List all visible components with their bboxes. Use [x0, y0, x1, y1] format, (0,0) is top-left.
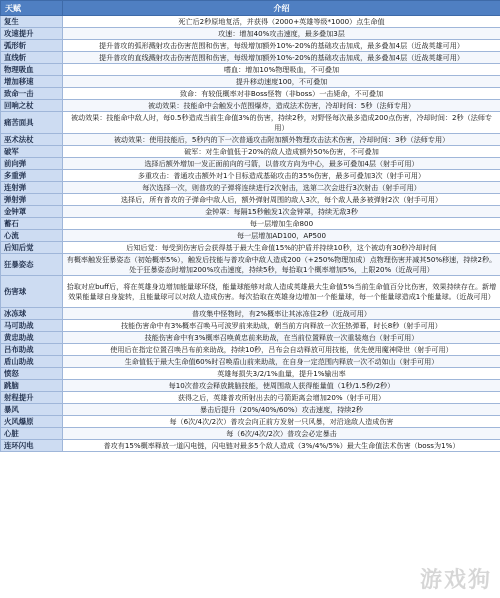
watermark: 游戏狗: [419, 568, 492, 593]
table-row: [1, 88, 500, 100]
talent-description: 后知后觉：每受到伤害后会获得基于最大生命值15%的护盾并持续10秒，这个被动有30秒冷却时间: [63, 242, 500, 254]
talent-description: 使用后在指定位置召唤吕布前来助战，持续10秒，吕布会自动释放可用技能，优先使用魔神降世（射手可用）: [63, 344, 500, 356]
talent-name: 复生: [1, 16, 63, 28]
table-row: [1, 428, 500, 440]
talent-description: 提升普攻的直线溅射攻击伤害范围和伤害，每级增加额外10%-20%的基础攻击加成，最多叠加4层（近战英雄可用）: [63, 52, 500, 64]
table-row: [1, 344, 500, 356]
table-row: [1, 76, 500, 88]
talent-name: 弹射弹: [1, 194, 63, 206]
talent-description: 提升移动速度100，不可叠加: [63, 76, 500, 88]
talent-rows: [1, 16, 500, 452]
talent-description: 金钟罩：每隔15秒触发1次金钟罩，持续无敌3秒: [63, 206, 500, 218]
talent-description: 死亡后2秒原地复活，并获得（2000+英雄等级*1000）点生命值: [63, 16, 500, 28]
talent-name: 盾山助战: [1, 356, 63, 368]
table-row: [1, 416, 500, 428]
talent-description: 被动效果：技能命中敌人时，每0.5秒造成当前生命值3%的伤害，持续2秒，对野怪每次最多造成200点伤害，冷却时间：2秒（法师专用）: [63, 112, 500, 134]
table-row: [1, 242, 500, 254]
talent-name: 暴风: [1, 404, 63, 416]
talent-description: 每10次普攻会释放跳脑技能，使周围敌人获得能量值（1秒/1.5秒/2秒）: [63, 380, 500, 392]
talent-description: 嗜血：增加10%物理吸血，不可叠加: [63, 64, 500, 76]
table-row: [1, 206, 500, 218]
table-row: [1, 182, 500, 194]
table-row: [1, 112, 500, 134]
header-description: 介绍: [63, 1, 500, 16]
talent-name: 直线斩: [1, 52, 63, 64]
talent-description: 被动效果：使用技能后，5秒内的下一次普通攻击附加额外物理攻击法术伤害，冷却时间：3秒（法师专用）: [63, 134, 500, 146]
table-row: [1, 332, 500, 344]
table-row: [1, 368, 500, 380]
table-row: [1, 40, 500, 52]
talent-name: 蓄石: [1, 218, 63, 230]
talent-name: 增加移速: [1, 76, 63, 88]
talent-name: 愤怒: [1, 368, 63, 380]
table-row: [1, 230, 500, 242]
talent-description: 普攻有15%概率释放一道闪电链，闪电链对最多5个敌人造成（3%/4%/5%）最大生命值法术伤害（boss为1%）: [63, 440, 500, 452]
table-row: [1, 158, 500, 170]
talent-description: 破军：对生命值低于20%的敌人造成额外50%伤害，不可叠加: [63, 146, 500, 158]
talent-description: 每（6次/4次/2次）普攻会向正前方发射一只风暴，对沿途敌人造成伤害: [63, 416, 500, 428]
talent-name: 巫术法杖: [1, 134, 63, 146]
talent-description: 每次选择一次，则普攻的子弹将连续进行2次射击，选第二次会进行3次射击（射手可用）: [63, 182, 500, 194]
table-row: [1, 356, 500, 368]
talent-name: 破军: [1, 146, 63, 158]
talent-name: 弧形斩: [1, 40, 63, 52]
talent-description: 技能伤害命中有3%概率召唤马可波罗前来助战，朝当前方向释放一次狂热弹幕，时长8秒（射手可用）: [63, 320, 500, 332]
table-row: [1, 218, 500, 230]
table-row: [1, 100, 500, 112]
talent-description: 攻速：增加40%攻击速度，最多叠加3层: [63, 28, 500, 40]
talent-description: 每一层增加生命800: [63, 218, 500, 230]
talent-description: 多重攻击：普通攻击额外对1个目标造成基础攻击的35%伤害，最多可叠加3次（射手可用）: [63, 170, 500, 182]
talent-name: 前向弹: [1, 158, 63, 170]
talent-name: 黄忠助战: [1, 332, 63, 344]
talent-name: 火风爆原: [1, 416, 63, 428]
talent-name: 射程提升: [1, 392, 63, 404]
table-row: [1, 134, 500, 146]
talent-name: 物理吸血: [1, 64, 63, 76]
talent-name: 冰冻球: [1, 308, 63, 320]
talent-description: 选择后额外增加一发正面前向的弓箭，以普攻方向为中心，最多可叠加4层（射手可用）: [63, 158, 500, 170]
table-header-row: [1, 1, 500, 16]
talent-name: 吕布助战: [1, 344, 63, 356]
talent-description: 每一层增加AD100，AP500: [63, 230, 500, 242]
table-row: [1, 404, 500, 416]
talent-name: 回响之杖: [1, 100, 63, 112]
talent-description: 技能伤害命中有3%概率召唤黄忠前来助战，在当前位置释放一次重装炮台（射手可用）: [63, 332, 500, 344]
talent-description: 提升普攻的弧形溅射攻击伤害范围和伤害，每级增加额外10%-20%的基础攻击加成，最多叠加4层（近战英雄可用）: [63, 40, 500, 52]
talent-description: 生命值低于最大生命值60%时召唤盾山前来助战，在自身一定范围内释放一次不动如山（射手可用）: [63, 356, 500, 368]
talent-name: 攻速提升: [1, 28, 63, 40]
table-row: [1, 320, 500, 332]
table-row: [1, 64, 500, 76]
header-talent: 天赋: [1, 1, 63, 16]
table-row: [1, 392, 500, 404]
talent-name: 连射弹: [1, 182, 63, 194]
table-row: [1, 16, 500, 28]
talent-name: 伤害球: [1, 276, 63, 308]
talent-name: 金钟罩: [1, 206, 63, 218]
talent-name: 痛苦面具: [1, 112, 63, 134]
talent-description: 拾取对应buff后，将在英雄身边增加能量球环绕，能量球能够对敌人造成英雄最大生命值5%当前生命值百分比伤害，效果持续存在。新增效果能量球自身旋转，且能量球可以对敌人造成伤害。每次拾取在英雄身边增加一个能量球，每一个能量球造成1个能量球。（近战可用）: [63, 276, 500, 308]
table-row: [1, 276, 500, 308]
table-row: [1, 308, 500, 320]
talent-description: 选择后，所有普攻的子弹命中敌人后，额外弹射周围的敌人3次，每个敌人最多被弹射2次（射手可用）: [63, 194, 500, 206]
talent-name: 马可助战: [1, 320, 63, 332]
talent-description: 每（6次/4次/2次）普攻会必定暴击: [63, 428, 500, 440]
table-row: [1, 28, 500, 40]
table-row: [1, 440, 500, 452]
talent-description: 暴击后提升（20%/40%/60%）攻击速度，持续2秒: [63, 404, 500, 416]
talent-name: 后知后觉: [1, 242, 63, 254]
table-row: [1, 194, 500, 206]
table-row: [1, 170, 500, 182]
table-row: [1, 380, 500, 392]
talent-description: 获得之后，英雄普攻所射出去的弓箭距离会增加20%（射手可用）: [63, 392, 500, 404]
table-row: [1, 146, 500, 158]
talent-description: 普攻集中怪物时，有2%概率让其冰冻住2秒（近战可用）: [63, 308, 500, 320]
talent-name: 跳脑: [1, 380, 63, 392]
talent-description: 有概率触发狂暴姿态（初始概率5%），触发后技能与普攻命中敌人造成200（+250%物理加成）点物理伤害并减其50%移速，持续2秒。处于狂暴姿态时增加200%攻击速度，持续5秒，每拾取1个概率增加5%，上限20%（近战可用）: [63, 254, 500, 276]
talent-name: 多重弹: [1, 170, 63, 182]
talent-description: 致命：有较低概率对非Boss怪物（非boss）一击毙命，不可叠加: [63, 88, 500, 100]
talent-name: 心流: [1, 230, 63, 242]
talent-name: 心脏: [1, 428, 63, 440]
talent-name: 致命一击: [1, 88, 63, 100]
talent-description: 被动效果：技能命中会触发小范围爆炸，造成法术伤害，冷却时间：5秒（法师专用）: [63, 100, 500, 112]
talent-name: 连环闪电: [1, 440, 63, 452]
table-row: [1, 254, 500, 276]
talent-description: 英雄每损失3/2/1%血量，提升1%输出率: [63, 368, 500, 380]
talent-name: 狂暴姿态: [1, 254, 63, 276]
table-row: [1, 52, 500, 64]
